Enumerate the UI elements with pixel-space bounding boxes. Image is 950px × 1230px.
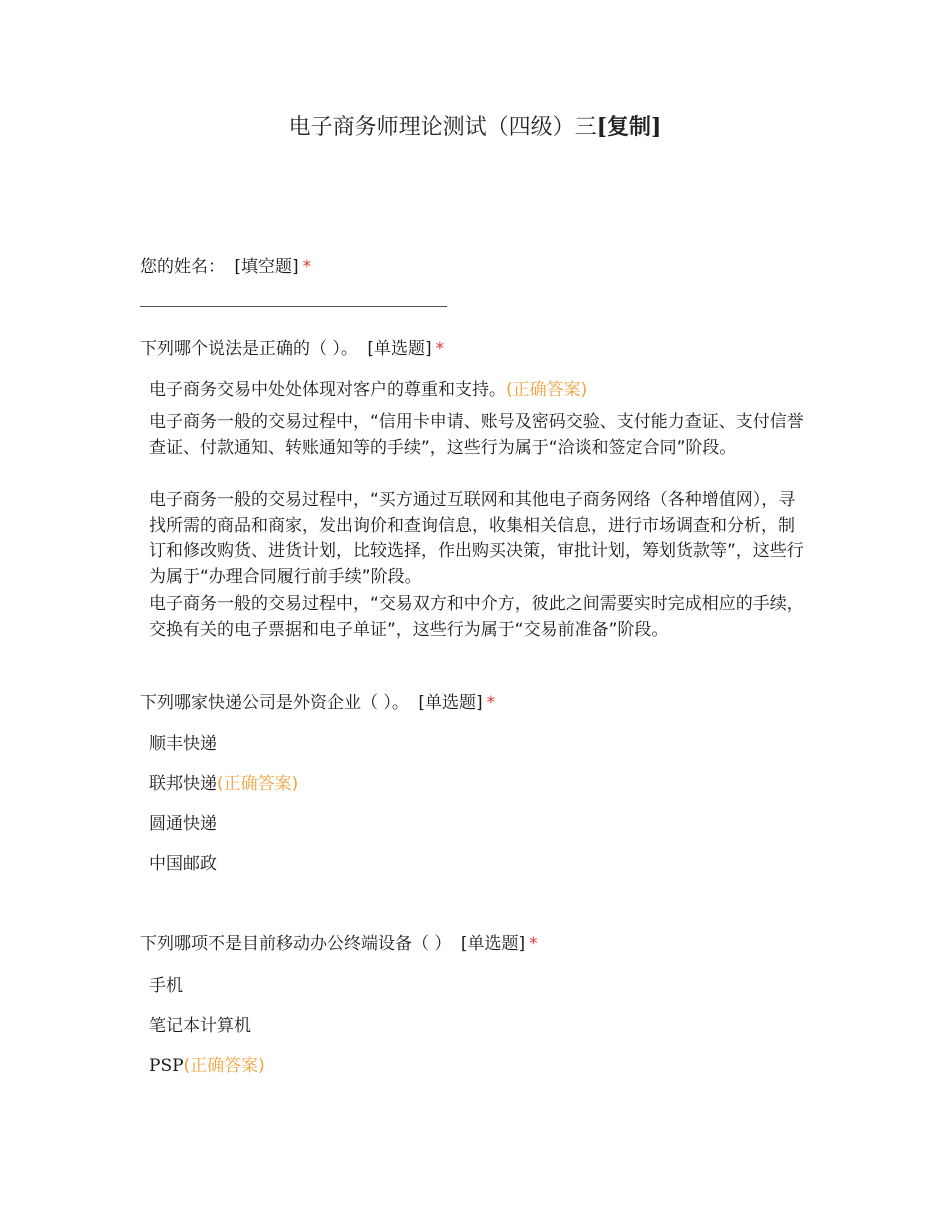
question-type: [单选题]: [460, 934, 526, 954]
required-mark: *: [435, 339, 445, 359]
option-text: 联邦快递: [149, 774, 217, 794]
correct-answer-tag: (正确答案): [506, 380, 588, 400]
option-text: 顺丰快递: [149, 734, 217, 754]
question-1-title: [140, 252, 311, 277]
option-text: 电子商务交易中处处体现对客户的尊重和支持。: [149, 380, 506, 400]
question-type: [填空题]: [234, 257, 299, 277]
option-text: 电子商务一般的交易过程中，“买方通过互联网和其他电子商务网络（各种增值网），寻找所需的商品和商家，发出询价和查询信息，收集相关信息，进行市场调查和分析，制订和修改购货、进货计划，比较选择，作出购买决策，审批计划，筹划货款等”，这些行为属于“办理合同履行前手续”阶段。: [149, 490, 804, 587]
correct-answer-tag: (正确答案): [217, 774, 299, 794]
required-mark: *: [302, 257, 312, 277]
option-text: 圆通快递: [149, 814, 217, 834]
question-4-option-1[interactable]: [149, 974, 809, 1000]
required-mark: *: [486, 693, 496, 713]
question-2-option-1[interactable]: [149, 378, 809, 404]
question-text: 您的姓名：: [140, 257, 225, 277]
option-text: 电子商务一般的交易过程中，“信用卡申请、账号及密码交验、支付能力查证、支付信誉查证、付款通知、转账通知等的手续”，这些行为属于“洽谈和签定合同”阶段。: [149, 412, 804, 458]
option-text: PSP: [149, 1056, 184, 1076]
name-answer-field[interactable]: [140, 306, 447, 307]
question-4-option-2[interactable]: [149, 1014, 809, 1040]
option-text: 中国邮政: [149, 854, 217, 874]
option-text: 笔记本计算机: [149, 1016, 251, 1036]
question-3-title: [140, 688, 495, 713]
question-2-option-4[interactable]: [149, 592, 809, 643]
question-2-title: [140, 334, 444, 359]
question-text: 下列哪项不是目前移动办公终端设备（ ）: [140, 934, 452, 954]
question-2-option-2[interactable]: [149, 410, 809, 461]
option-text: 电子商务一般的交易过程中，“交易双方和中介方，彼此之间需要实时完成相应的手续，交换有关的电子票据和电子单证”，这些行为属于“交易前准备”阶段。: [149, 594, 804, 640]
required-mark: *: [529, 934, 538, 954]
question-text: 下列哪家快递公司是外资企业（ ）。: [140, 693, 409, 713]
option-text: 手机: [149, 976, 183, 996]
question-3-option-3[interactable]: [149, 812, 809, 838]
title-copy-tag: [复制]: [596, 114, 662, 140]
title-main: 电子商务师理论测试（四级）三: [288, 115, 597, 140]
question-4-title: [140, 929, 538, 954]
question-2-option-3[interactable]: [149, 488, 809, 590]
question-type: [单选题]: [367, 339, 432, 359]
question-3-option-1[interactable]: [149, 732, 809, 758]
question-type: [单选题]: [418, 693, 483, 713]
question-3-option-2[interactable]: [149, 772, 809, 798]
question-3-option-4[interactable]: [149, 852, 809, 878]
correct-answer-tag: (正确答案): [183, 1056, 265, 1076]
page-title: [0, 110, 950, 141]
question-4-option-3[interactable]: [149, 1054, 809, 1080]
question-text: 下列哪个说法是正确的（ ）。: [140, 339, 358, 359]
